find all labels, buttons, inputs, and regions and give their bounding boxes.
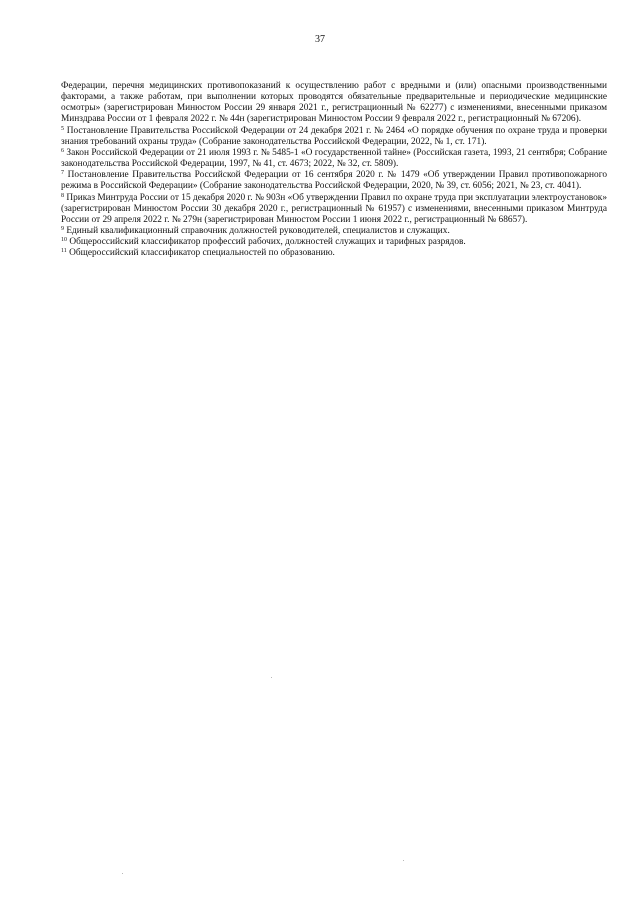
footnote-text: Федерации, перечня медицинских противопоказаний к осуществлению работ с вредными и (или) опасными производственными факторами, а также работам, при выполнении которых проводятся обязательные предварительные и периодические медицинские осмотры» (зарегистрирован Минюстом России 29 января 2021 г., регистрационный № 62277) с изменениями, внесенными приказом Минздрава России от 1 февраля 2022 г. № 44н (зарегистрирован Минюстом России 9 февраля 2022 г., регистрационный № 67206). [61,81,607,125]
footnote-text: Единый квалификационный справочник должностей руководителей, специалистов и служащих. [66,226,450,237]
footnote-text: Приказ Минтруда России от 15 декабря 2020 г. № 903н «Об утверждении Правил по охране труда при эксплуатации электроустановок» (зарегистрирован Минюстом России 30 декабря 2020 г., регистрационный № 61957) с изменениями, внесенными приказом Минтруда России от 29 апреля 2022 г. № 279н (зарегистрирован Минюстом России 1 июня 2022 г., регистрационный № 68657). [61,192,607,225]
footnote-5 [61,126,607,148]
footnote-mark: 6 [61,147,64,154]
footnote-10 [61,237,607,248]
footnote-9 [61,226,607,237]
footnote-continuation [61,81,607,126]
footnote-text: Общероссийский классификатор специальностей по образованию. [69,248,335,259]
footnote-mark: 11 [61,248,67,255]
footnote-mark: 7 [61,170,64,177]
footnote-7 [61,170,607,192]
scan-speck [271,677,272,678]
footnote-text: Постановление Правительства Российской Федерации от 24 декабря 2021 г. № 2464 «О порядке обучения по охране труда и проверки знания требований охраны труда» (Собрание законодательства Российской Федерации, 2022, № 1, ст. 171). [61,125,607,147]
footnotes-block [61,81,607,260]
footnote-8 [61,193,607,226]
scan-speck [122,873,123,874]
footnote-11 [61,248,607,259]
footnote-text: Общероссийский классификатор профессий рабочих, должностей служащих и тарифных разрядов. [69,237,466,248]
footnote-mark: 5 [61,125,64,132]
scan-speck [403,860,404,861]
footnote-mark: 10 [61,237,67,244]
footnote-text: Закон Российской Федерации от 21 июля 1993 г. № 5485-1 «О государственной тайне» (Российская газета, 1993, 21 сентября; Собрание законодательства Российской Федерации, 1997, № 41, ст. 4673; 2022, № 32, ст. 5809). [61,147,607,170]
footnote-6 [61,148,607,170]
page-number: 37 [315,34,325,45]
footnote-text: Постановление Правительства Российской Федерации от 16 сентября 2020 г. № 1479 «Об утверждении Правил противопожарного режима в Российской Федерации» (Собрание законодательства Российской Федерации, 2020, № 39, ст. 6056; 2021, № 23, ст. 4041). [61,170,607,192]
footnote-mark: 9 [61,226,64,233]
footnote-mark: 8 [61,192,64,199]
